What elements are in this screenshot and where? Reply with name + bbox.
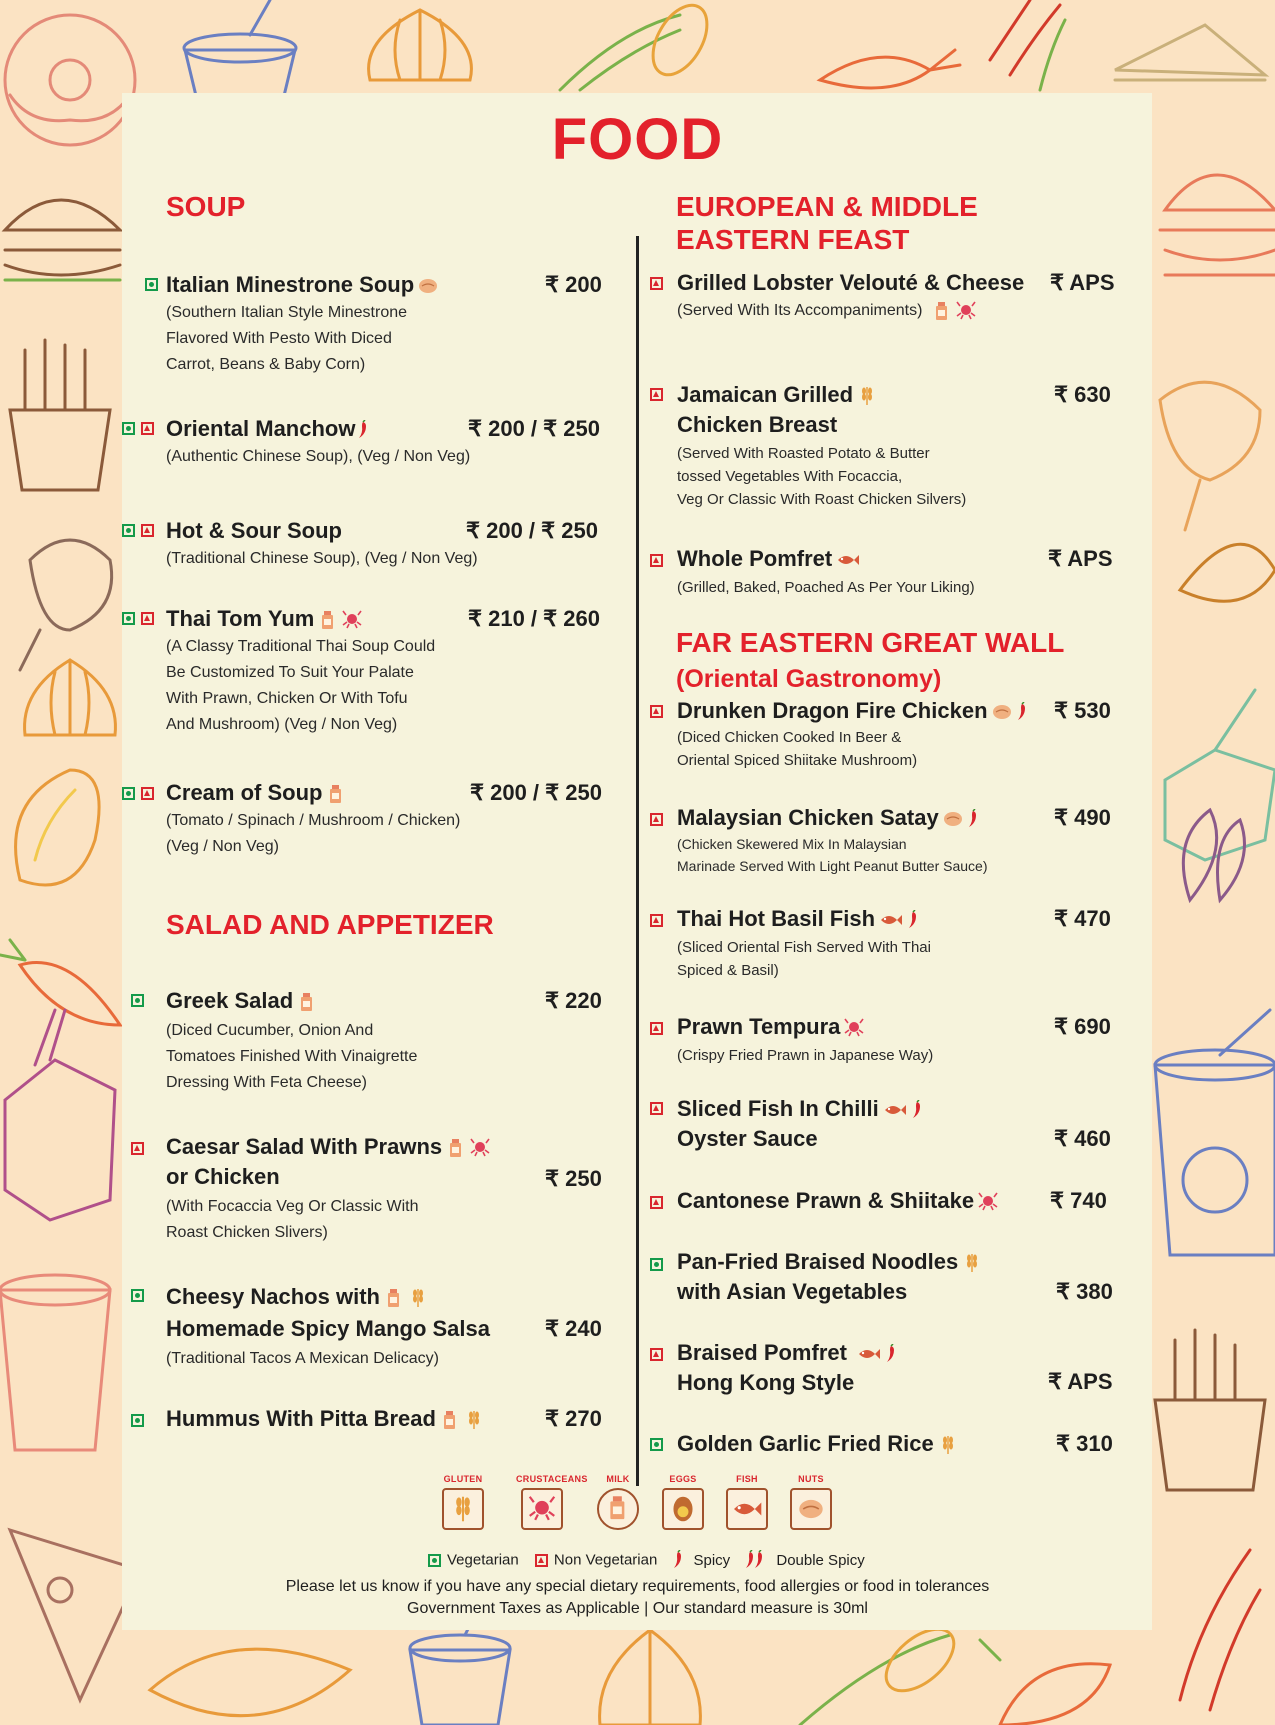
item-desc: (Served With Its Accompaniments) [677, 302, 923, 319]
page-title: FOOD [551, 107, 724, 172]
veg-marker [122, 524, 135, 537]
chilli-icon [969, 809, 983, 829]
allergen-label: FISH [736, 1474, 758, 1484]
item-name: Cheesy Nachos with [166, 1284, 380, 1309]
item-name: Cream of Soup [166, 780, 323, 805]
footer-dietary-note: Please let us know if you have any special dietary requirements, food allergies or food in tolerances [285, 1578, 990, 1595]
item-price: ₹ 240 [545, 1316, 602, 1341]
fish-icon [879, 910, 905, 930]
gluten-icon [857, 385, 877, 407]
item-desc: Flavored With Pesto With Diced [166, 330, 392, 347]
item-desc: Tomatoes Finished With Vinaigrette [166, 1048, 418, 1065]
fish-icon [836, 550, 862, 570]
allergen-eggs [658, 1474, 708, 1530]
menu-item-whole-pomfret [677, 544, 975, 599]
menu-item-prawn-tempura [677, 1012, 933, 1067]
menu-item-thai-basil-fish [677, 904, 931, 982]
item-name: Thai Hot Basil Fish [677, 906, 876, 931]
item-name: Thai Tom Yum [166, 606, 315, 631]
menu-item-hummus [166, 1404, 484, 1434]
key-veg: Vegetarian [447, 1551, 519, 1569]
cup-doodle [184, 0, 296, 100]
non-veg-marker [650, 914, 663, 927]
item-desc: With Prawn, Chicken Or With Tofu [166, 690, 408, 707]
item-price: ₹ 250 [545, 1166, 602, 1191]
menu-item-cream-of-soup [166, 778, 460, 860]
menu-item-hot-sour-soup [166, 516, 478, 572]
menu-item-drunken-dragon [677, 696, 1032, 772]
menu-item-cheesy-nachos [166, 1282, 490, 1372]
item-name: Sliced Fish In Chilli [677, 1096, 879, 1121]
menu-item-jamaican-chicken [677, 380, 966, 511]
item-price: ₹ 200 / ₹ 250 [468, 416, 600, 441]
section-heading-european [676, 190, 978, 256]
nuts-icon [796, 1496, 826, 1522]
gluten-icon [448, 1494, 478, 1524]
item-name-line2: Chicken Breast [677, 412, 838, 437]
non-veg-marker [535, 1554, 548, 1567]
item-price: ₹ 530 [1054, 698, 1111, 723]
section-heading-soup: SOUP [166, 191, 246, 222]
key-spicy: Spicy [693, 1551, 731, 1569]
chilli-bottom-doodle [1180, 1550, 1260, 1710]
non-veg-marker [650, 813, 663, 826]
section-subheading: (Oriental Gastronomy) [676, 665, 942, 693]
menu-item-thai-tom-yum [166, 604, 435, 738]
menu-item-oriental-manchow [166, 414, 470, 470]
footer-tax-note: Government Taxes as Applicable | Our standard measure is 30ml [407, 1600, 868, 1617]
item-price: ₹ 490 [1054, 805, 1111, 830]
chilli-icon [909, 910, 923, 930]
cup-right-doodle [1155, 1010, 1275, 1255]
menu-item-caesar-salad [166, 1132, 492, 1246]
item-name: Cantonese Prawn & Shiitake [677, 1188, 975, 1213]
item-name: Caesar Salad With Prawns [166, 1134, 443, 1159]
item-desc: (Sliced Oriental Fish Served With Thai [677, 939, 931, 956]
non-veg-marker [650, 1102, 663, 1115]
item-price: ₹ APS [1048, 1369, 1113, 1394]
item-price: ₹ 310 [1056, 1431, 1113, 1456]
item-price: ₹ 740 [1050, 1188, 1107, 1213]
menu-item-grilled-lobster [677, 268, 1024, 324]
item-desc: Oriental Spiced Shiitake Mushroom) [677, 752, 918, 769]
nuts-icon [992, 702, 1014, 722]
item-name: Pan-Fried Braised Noodles [677, 1249, 959, 1274]
allergen-crustaceans [516, 1474, 588, 1530]
item-desc: Marinade Served With Light Peanut Butter Sauce) [677, 858, 988, 874]
fries-doodle [10, 340, 110, 490]
item-name: Golden Garlic Fried Rice [677, 1431, 934, 1456]
diet-key [428, 1550, 865, 1570]
item-desc: (Crispy Fried Prawn in Japanese Way) [677, 1047, 934, 1064]
heading-line: EASTERN FEAST [676, 224, 910, 255]
menu-item-italian-minestrone [166, 270, 440, 378]
item-desc: Spiced & Basil) [677, 962, 779, 979]
crustacean-icon [956, 300, 980, 322]
item-desc: (A Classy Traditional Thai Soup Could [166, 638, 436, 655]
sandwich-doodle [1115, 25, 1265, 80]
veg-marker [122, 422, 135, 435]
non-veg-marker [650, 554, 663, 567]
fish-icon [883, 1100, 909, 1120]
item-desc: Be Customized To Suit Your Palate [166, 664, 414, 681]
item-name: Prawn Tempura [677, 1014, 841, 1039]
gluten-icon [464, 1409, 484, 1431]
item-price: ₹ 270 [545, 1406, 602, 1431]
item-price: ₹ 220 [545, 988, 602, 1013]
crustacean-icon [470, 1137, 492, 1159]
section-heading-far-east [676, 626, 1064, 696]
onion-left-doodle [25, 660, 116, 735]
non-veg-marker [650, 388, 663, 401]
item-desc: Carrot, Beans & Baby Corn) [166, 356, 366, 373]
item-name-line2: Hong Kong Style [677, 1370, 855, 1395]
non-veg-marker [141, 612, 154, 625]
item-desc: Dressing With Feta Cheese) [166, 1074, 367, 1091]
crustacean-icon [342, 609, 364, 631]
item-name: Malaysian Chicken Satay [677, 805, 939, 830]
item-desc: (Chicken Skewered Mix In Malaysian [677, 836, 907, 852]
hotdog-doodle [16, 770, 100, 885]
item-desc: tossed Vegetables With Focaccia, [677, 468, 903, 485]
item-desc: (With Focaccia Veg Or Classic With [166, 1198, 419, 1215]
gluten-icon [938, 1434, 958, 1456]
menu-item-golden-garlic-rice [677, 1429, 958, 1459]
nuts-icon [418, 276, 440, 296]
item-price: ₹ 210 / ₹ 260 [468, 606, 600, 631]
menu-item-greek-salad [166, 986, 417, 1096]
onion-bottom-doodle [600, 1630, 701, 1725]
milk-icon [440, 1410, 460, 1430]
item-desc: (Tomato / Spinach / Mushroom / Chicken) [166, 812, 461, 829]
non-veg-marker [141, 524, 154, 537]
item-name: Braised Pomfret [677, 1340, 847, 1365]
item-name: Jamaican Grilled [677, 382, 854, 407]
item-name: Whole Pomfret [677, 546, 833, 571]
item-desc: (Diced Cucumber, Onion And [166, 1022, 374, 1039]
carrot-bottom-doodle [980, 1640, 1110, 1725]
crustacean-icon [527, 1494, 557, 1524]
chilli-doodle [990, 0, 1065, 90]
allergen-label: EGGS [669, 1474, 697, 1484]
non-veg-marker [650, 705, 663, 718]
item-price: ₹ 470 [1054, 906, 1111, 931]
item-name-line2: Homemade Spicy Mango Salsa [166, 1316, 490, 1341]
allergen-milk [593, 1474, 643, 1530]
veg-marker [131, 1414, 144, 1427]
chilli-icon [887, 1344, 901, 1364]
crustacean-icon [978, 1191, 1002, 1213]
veg-marker [122, 612, 135, 625]
item-name: Hummus With Pitta Bread [166, 1406, 436, 1431]
menu-item-pan-fried-noodles [677, 1247, 982, 1307]
noodle-box-doodle [1165, 690, 1275, 860]
non-veg-marker [131, 1142, 144, 1155]
item-name-line2: with Asian Vegetables [677, 1279, 908, 1304]
key-non-veg: Non Vegetarian [553, 1551, 658, 1569]
item-desc: And Mushroom) (Veg / Non Veg) [166, 716, 398, 733]
milk-icon [384, 1288, 404, 1308]
item-name-line2: or Chicken [166, 1164, 280, 1189]
non-veg-marker [141, 422, 154, 435]
item-price: ₹ 690 [1054, 1014, 1111, 1039]
chicken-right-doodle [1160, 382, 1260, 530]
nuts-icon [943, 809, 965, 829]
double-chilli-icon [746, 1550, 772, 1570]
heading-line: FAR EASTERN GREAT WALL [676, 627, 1065, 658]
veg-marker [428, 1554, 441, 1567]
veg-marker [145, 278, 158, 291]
coco-cup-doodle [0, 1275, 110, 1450]
item-name-line2: Oyster Sauce [677, 1126, 818, 1151]
item-desc: (Served With Roasted Potato & Butter [677, 445, 930, 462]
item-desc: (Grilled, Baked, Poached As Per Your Liking) [677, 579, 975, 596]
non-veg-marker [650, 277, 663, 290]
non-veg-marker [650, 1022, 663, 1035]
non-veg-marker [141, 787, 154, 800]
item-name: Grilled Lobster Velouté & Cheese [677, 270, 1025, 295]
fish-icon [731, 1496, 763, 1522]
item-price: ₹ 200 / ₹ 250 [466, 518, 598, 543]
allergen-gluten [438, 1474, 488, 1530]
allergen-label: MILK [606, 1474, 630, 1484]
taco-right-doodle [1180, 544, 1275, 601]
menu-item-malaysian-satay [677, 803, 988, 877]
chilli-icon [1018, 702, 1032, 722]
item-name: Hot & Sour Soup [166, 518, 342, 543]
milk-icon [932, 301, 952, 321]
menu-item-cantonese-prawn [677, 1186, 1002, 1216]
veg-marker [131, 1289, 144, 1302]
corn-doodle [560, 0, 718, 90]
menu-item-sliced-fish [677, 1094, 927, 1154]
item-price: ₹ 380 [1056, 1279, 1113, 1304]
item-price: ₹ 200 [545, 272, 602, 297]
item-price: ₹ APS [1048, 546, 1113, 571]
item-desc: (Traditional Chinese Soup), (Veg / Non Veg) [166, 550, 478, 567]
item-name: Italian Minestrone Soup [166, 272, 415, 297]
veg-marker [650, 1438, 663, 1451]
takeout-doodle [5, 1010, 115, 1220]
item-price: ₹ APS [1050, 270, 1115, 295]
carrot-left-doodle [0, 940, 120, 1025]
item-desc: (Southern Italian Style Minestrone [166, 304, 408, 321]
non-veg-marker [650, 1348, 663, 1361]
column-divider [636, 236, 639, 1486]
milk-icon [446, 1138, 466, 1158]
veg-marker [122, 787, 135, 800]
non-veg-marker [650, 1196, 663, 1209]
onion-doodle [369, 10, 472, 80]
allergen-label: NUTS [798, 1474, 824, 1484]
item-price: ₹ 630 [1054, 382, 1111, 407]
item-name: Greek Salad [166, 988, 294, 1013]
item-name: Oriental Manchow [166, 416, 356, 441]
milk-icon [326, 784, 346, 804]
gluten-icon [962, 1252, 982, 1274]
burger-doodle [5, 200, 120, 280]
allergen-label: GLUTEN [443, 1474, 483, 1484]
menu-item-braised-pomfret [677, 1338, 901, 1398]
chilli-icon [359, 420, 373, 440]
item-desc: (Traditional Tacos A Mexican Delicacy) [166, 1350, 439, 1367]
item-desc: (Authentic Chinese Soup), (Veg / Non Veg) [166, 448, 471, 465]
key-double-spicy: Double Spicy [776, 1551, 865, 1569]
hotdog-bottom-doodle [150, 1649, 350, 1716]
carrot-doodle [820, 50, 960, 88]
item-desc: Veg Or Classic With Roast Chicken Silvers) [677, 491, 967, 508]
milk-icon [318, 610, 338, 630]
item-desc: Roast Chicken Slivers) [166, 1224, 328, 1241]
crustacean-icon [844, 1017, 868, 1039]
chilli-icon [674, 1550, 690, 1570]
item-name: Drunken Dragon Fire Chicken [677, 698, 988, 723]
gluten-icon [408, 1287, 428, 1309]
chicken-doodle [20, 540, 112, 670]
section-heading-salad: SALAD AND APPETIZER [166, 909, 494, 940]
allergen-nuts [786, 1474, 836, 1530]
egg-icon [669, 1494, 697, 1524]
item-price: ₹ 200 / ₹ 250 [470, 780, 602, 805]
chilli-icon [913, 1100, 927, 1120]
fries-right-doodle [1155, 1330, 1265, 1490]
item-desc: (Diced Chicken Cooked In Beer & [677, 729, 902, 746]
veg-marker [650, 1258, 663, 1271]
allergen-label: CRUSTACEANS [516, 1474, 588, 1484]
veg-marker [131, 994, 144, 1007]
heading-line: EUROPEAN & MIDDLE [676, 191, 978, 222]
item-desc: (Veg / Non Veg) [166, 838, 279, 855]
corn-bottom-doodle [800, 1617, 965, 1725]
allergen-fish [722, 1474, 772, 1530]
milk-icon [604, 1495, 632, 1523]
burger-right-doodle [1160, 175, 1275, 275]
fish-icon [857, 1344, 883, 1364]
item-price: ₹ 460 [1054, 1126, 1111, 1151]
milk-icon [297, 992, 317, 1012]
